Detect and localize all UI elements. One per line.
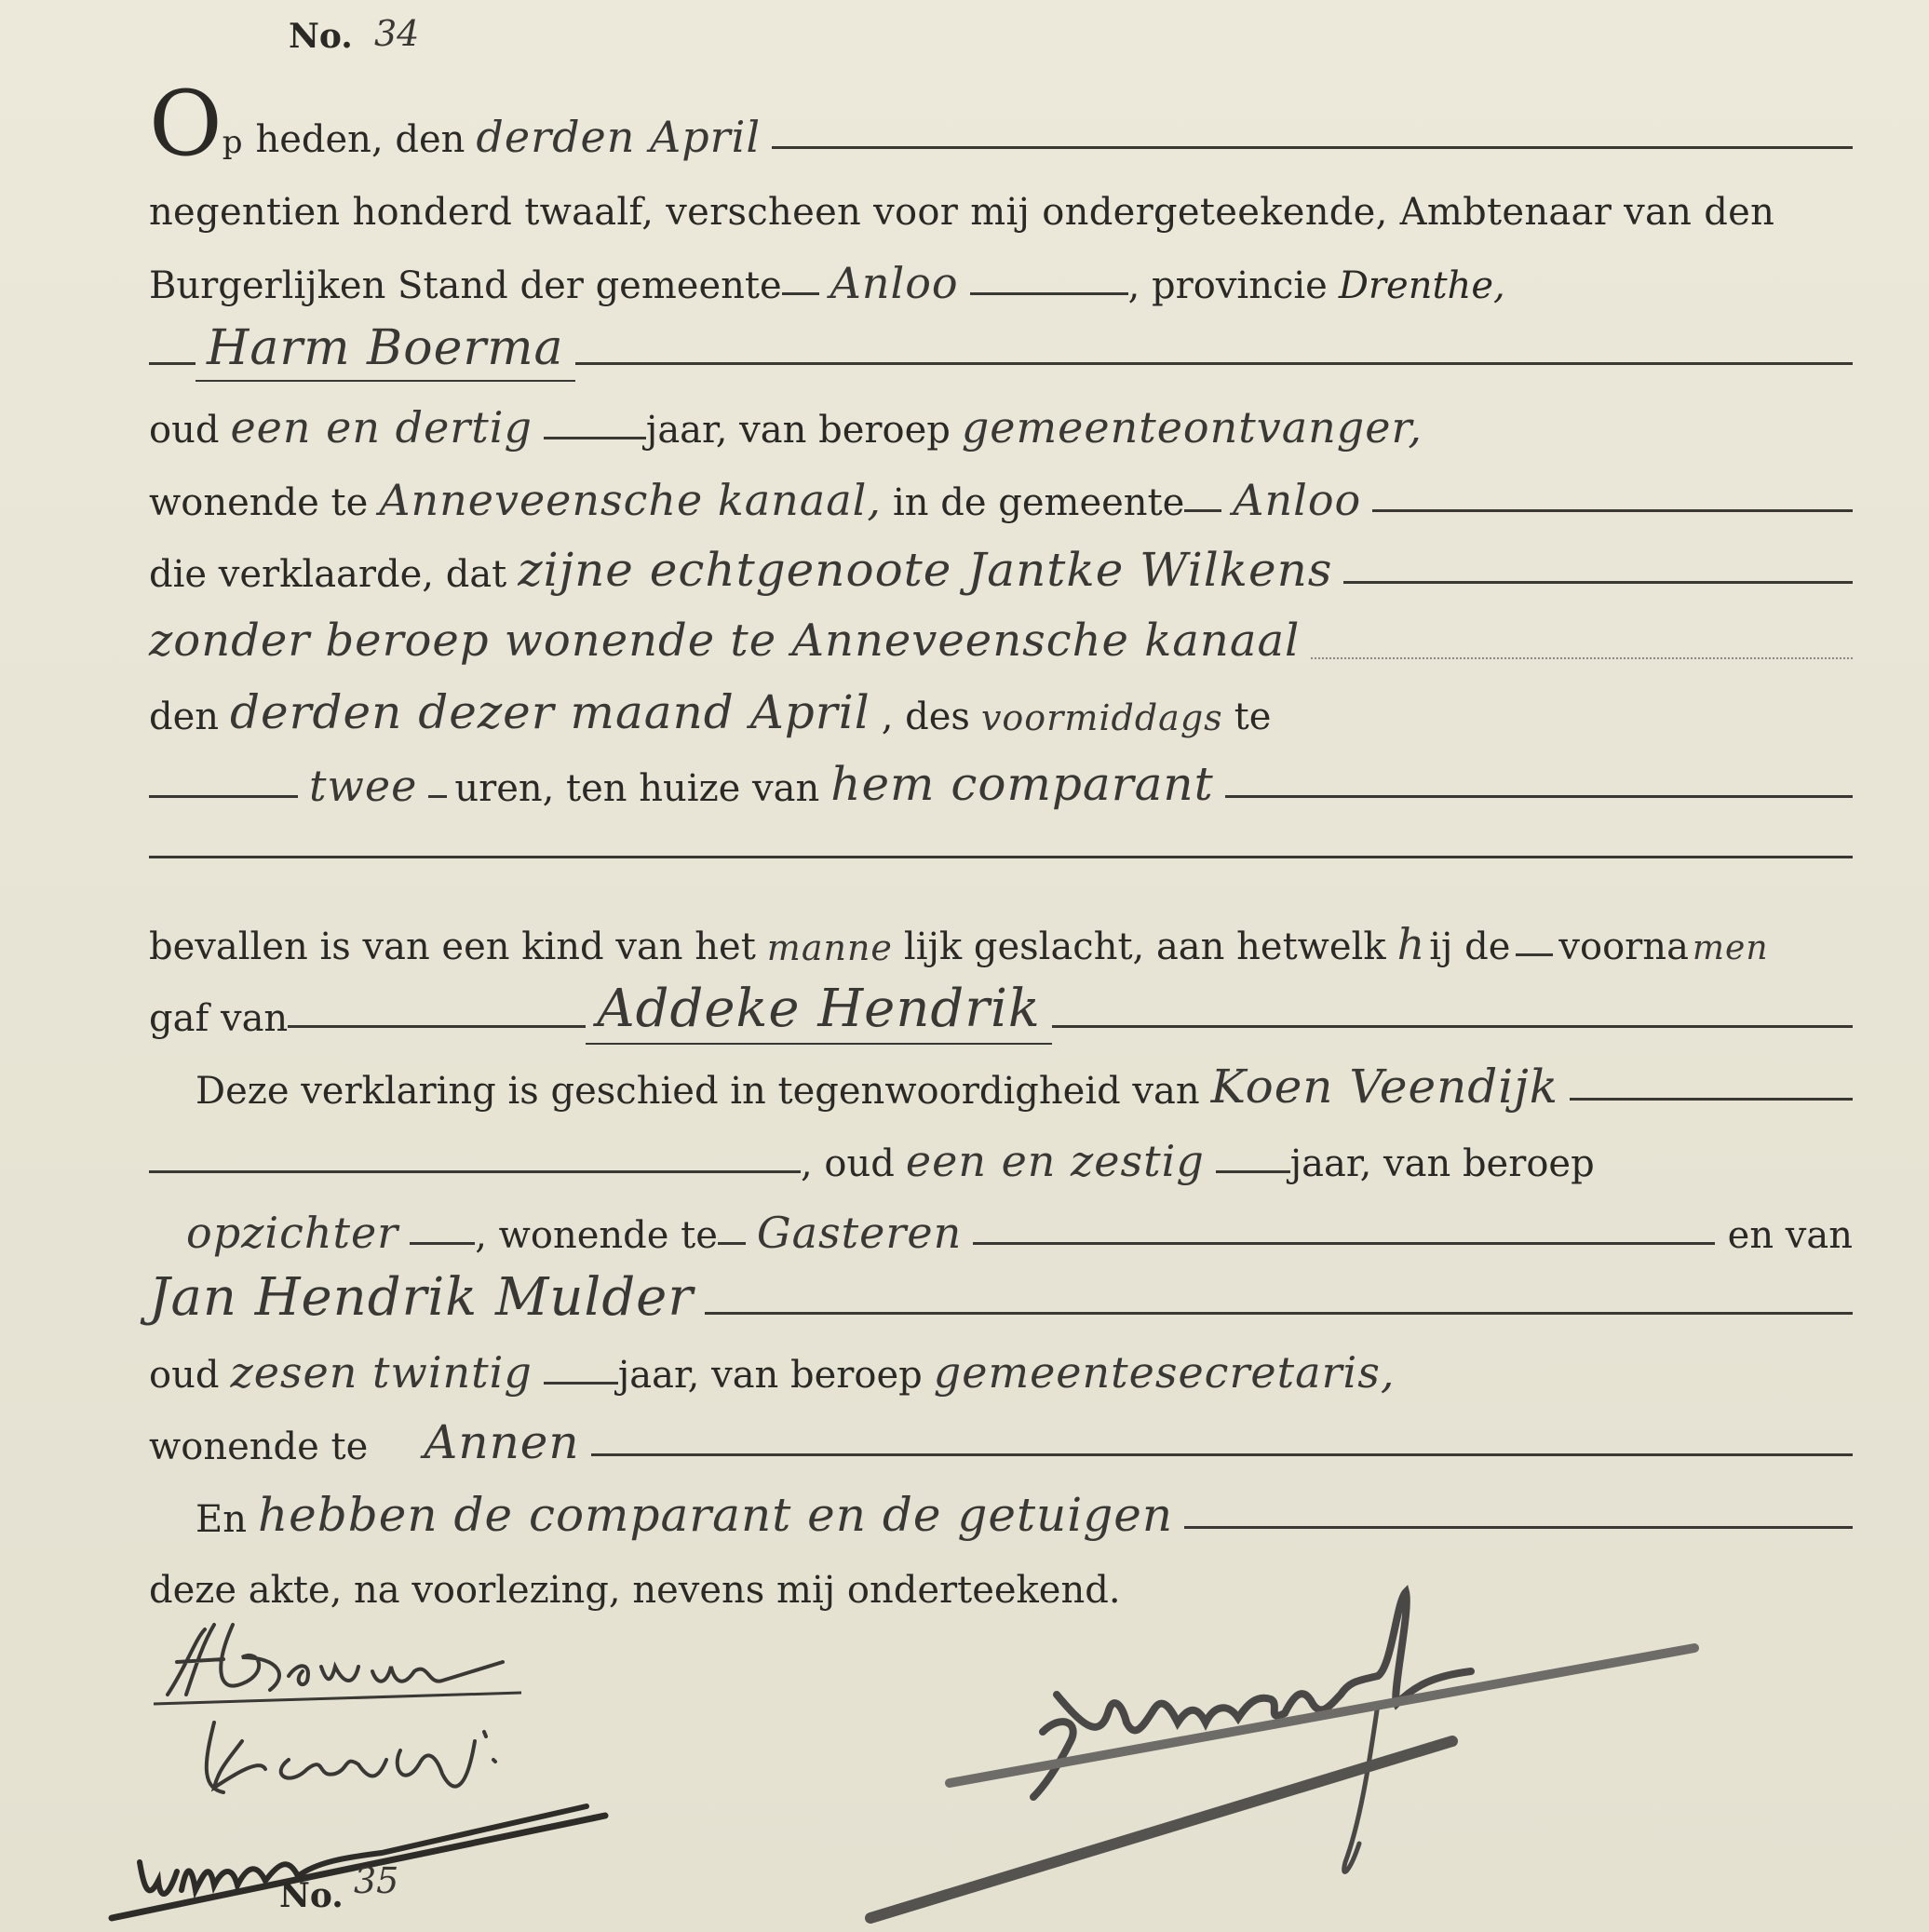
rule (772, 146, 1853, 149)
closing-clause: hebben de comparant en de getuigen (257, 1488, 1174, 1542)
declarant-name: Harm Boerma (196, 324, 575, 382)
time-of-day: voormiddags (980, 697, 1223, 738)
birth-date: derden dezer maand April (230, 685, 870, 739)
rule (149, 795, 298, 798)
line-blank (149, 819, 1853, 875)
declarant-occupation: gemeenteontvanger, (961, 402, 1423, 453)
text-in-de-gemeente: in de gemeente (892, 481, 1185, 524)
initial-letter: O (149, 72, 223, 177)
rule (782, 292, 819, 295)
text-deze-verklaring: Deze verklaring is geschied in tegenwoordigheid van (196, 1070, 1200, 1113)
text-burgerlijken-stand: Burgerlijken Stand der gemeente (149, 264, 782, 307)
text-jaar-beroep: jaar, van beroep (645, 409, 951, 452)
line-closing (196, 1490, 1853, 1546)
rule (718, 1242, 746, 1245)
rule (1372, 509, 1853, 512)
rule (428, 795, 447, 798)
rule (149, 1170, 801, 1173)
declarant-residence: Anneveensche kanaal, (379, 475, 882, 525)
signature-declarant (149, 1611, 540, 1713)
rule (149, 362, 196, 365)
child-name: Addeke Hendrik (586, 983, 1052, 1045)
text-year-clause: negentien honderd twaalf, verscheen voor mij ondergeteekende, Ambtenaar van den (149, 191, 1775, 234)
text-uren-ten-huize: uren, ten huize van (454, 767, 820, 810)
witness1-occupation: opzichter (186, 1208, 399, 1258)
rule (970, 292, 1128, 295)
line-witness2 (149, 1267, 1853, 1331)
text-te: te (1234, 696, 1272, 738)
spouse-details: zonder beroep wonende te Anneveensche kanaal (149, 615, 1301, 667)
text-jaar-beroep-2: jaar, van beroep (1289, 1142, 1595, 1185)
text-en-van: en van (1727, 1214, 1853, 1257)
witness1-age: een en zestig (905, 1136, 1205, 1186)
plural-suffix: men (1692, 929, 1769, 967)
signature-witness2 (102, 1769, 624, 1927)
witness2-age: zesen twintig (230, 1347, 533, 1398)
province-name: Drenthe, (1338, 264, 1505, 307)
text-oud-2: , oud (801, 1142, 895, 1185)
text-des: , des (881, 696, 970, 738)
line-declarant-name (149, 320, 1853, 382)
text-die-verklaarde: die verklaarde, dat (149, 553, 507, 596)
rule (1311, 657, 1853, 659)
line-declarant-age (149, 400, 1853, 456)
text-en: En (196, 1498, 247, 1541)
witness2-occupation: gemeentesecretaris, (933, 1347, 1396, 1398)
text-heden-den: heden, den (255, 118, 465, 161)
line-spouse (149, 545, 1853, 601)
rule (288, 1025, 586, 1028)
pronoun-letter: h (1396, 919, 1426, 969)
line-sex (149, 917, 1853, 973)
line-municipality (149, 256, 1853, 312)
line-birth-hour (149, 759, 1853, 815)
rule (1052, 1025, 1853, 1028)
rule (149, 856, 1853, 858)
rule (1570, 1098, 1853, 1101)
line-witness1 (196, 1061, 1853, 1117)
rule (591, 1453, 1853, 1456)
line-birth-date (149, 687, 1853, 743)
text-lijk-geslacht: lijk geslacht, aan hetwelk (903, 925, 1386, 968)
line-witness1-age (149, 1134, 1853, 1190)
text-provincie: , provincie (1127, 264, 1328, 307)
rule (575, 362, 1853, 365)
rule (973, 1242, 1714, 1245)
initial-rest: p (222, 124, 243, 161)
signature-registrar (857, 1583, 1741, 1927)
witness1-name: Koen Veendijk (1210, 1060, 1559, 1114)
rule (1343, 581, 1853, 584)
record-number-label: No. (289, 17, 353, 56)
witness1-residence: Gasteren (756, 1208, 963, 1258)
text-wonende-te-2: , wonende te (475, 1214, 718, 1257)
text-gaf-van: gaf van (149, 997, 289, 1040)
line-year (149, 182, 1853, 238)
rule (1184, 509, 1221, 512)
birth-hour: twee (309, 761, 418, 811)
witness2-name: Jan Hendrik Mulder (149, 1267, 695, 1328)
record-number-value: 34 (374, 13, 420, 54)
text-ij-de: ij de (1429, 925, 1511, 968)
rule (1516, 953, 1553, 956)
line-child-name (149, 979, 1853, 1045)
child-sex: manne (766, 927, 893, 968)
text-bevallen: bevallen is van een kind van het (149, 925, 756, 968)
text-den: den (149, 696, 220, 738)
rule (705, 1312, 1853, 1315)
birth-place: hem comparant (830, 757, 1214, 811)
text-wonende-te: wonende te (149, 481, 369, 524)
next-record-number-value: 35 (354, 1860, 399, 1901)
text-deze-akte: deze akte, na voorlezing, nevens mij onderteekend. (149, 1569, 1121, 1612)
rule (1216, 1170, 1290, 1173)
line-witness2-residence (149, 1417, 1853, 1473)
declarant-age: een en dertig (230, 402, 533, 453)
text-voorna: voorna (1558, 925, 1689, 968)
line-spouse-details (149, 615, 1853, 670)
line-declarant-residence (149, 473, 1853, 529)
line-date (149, 72, 1853, 177)
municipality-name: Anloo (830, 258, 959, 308)
witness2-residence: Annen (424, 1415, 580, 1469)
rule (410, 1242, 475, 1245)
next-record-number-label: No. (279, 1876, 344, 1915)
text-jaar-beroep-3: jaar, van beroep (617, 1354, 923, 1397)
declarant-municipality: Anloo (1233, 475, 1362, 525)
line-witness1-job (149, 1206, 1853, 1262)
rule (544, 1382, 618, 1385)
rule (1225, 795, 1853, 798)
text-wonende-te-3: wonende te (149, 1425, 369, 1468)
text-oud-3: oud (149, 1354, 220, 1397)
spouse-name: zijne echtgenoote Jantke Wilkens (518, 543, 1333, 597)
rule (1184, 1526, 1853, 1529)
line-witness2-age (149, 1345, 1853, 1401)
text-oud: oud (149, 409, 220, 452)
rule (544, 437, 646, 439)
date-day-month: derden April (476, 112, 762, 162)
